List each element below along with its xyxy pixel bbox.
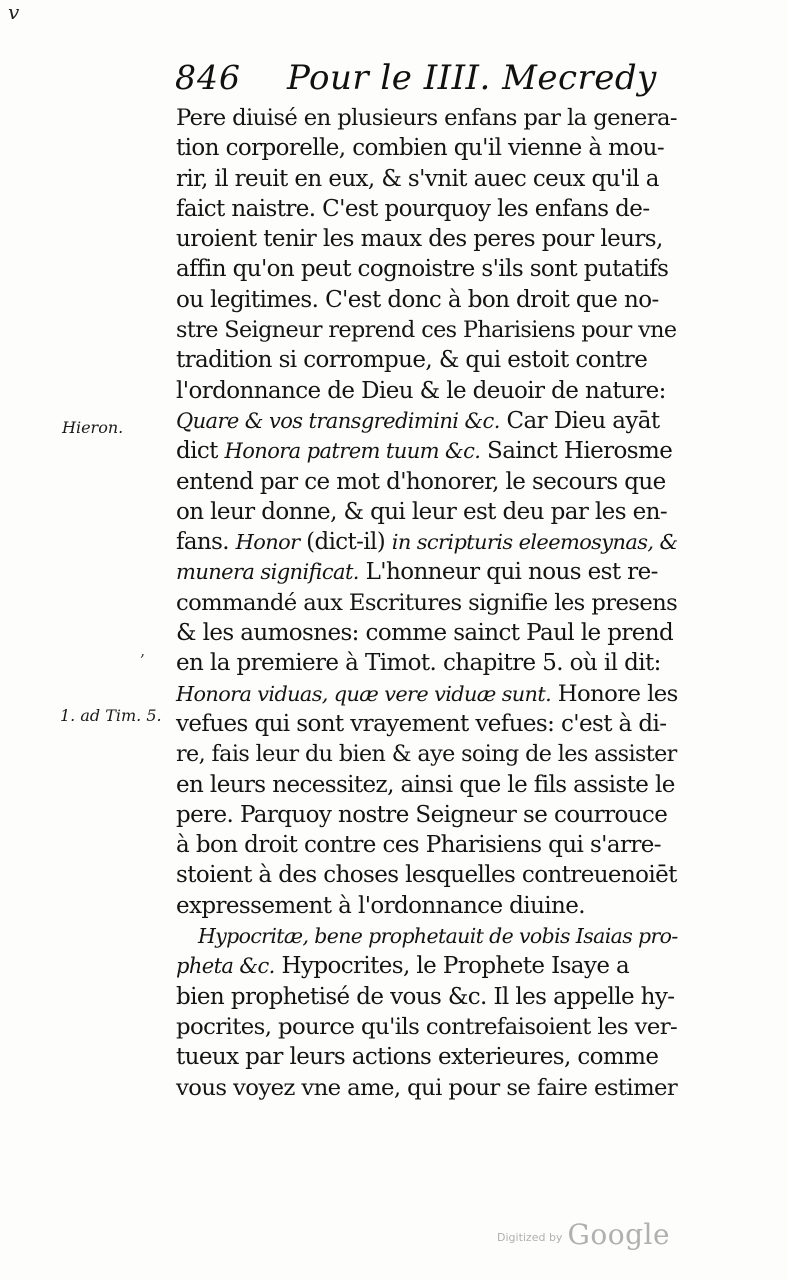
text-line	[176, 133, 678, 163]
text-line	[176, 891, 678, 921]
text-line	[176, 830, 678, 860]
french-text: L'honneur qui nous est re-	[358, 559, 658, 586]
margin-note-hieron: Hieron.	[62, 418, 124, 437]
french-text: affin qu'on peut cognoistre s'ils sont putatifs	[176, 256, 669, 283]
running-head	[175, 58, 665, 102]
text-line	[176, 679, 678, 709]
text-line	[176, 194, 678, 224]
french-text: tradition si corrompue, & qui estoit contre	[176, 347, 648, 374]
latin-quotation: in scripturis eleemosynas, &	[391, 530, 678, 555]
margin-note-tim: 1. ad Tim. 5.	[60, 706, 162, 725]
latin-quotation: Honora patrem tuum &c.	[224, 439, 481, 464]
text-line	[176, 1042, 678, 1072]
text-line	[176, 164, 678, 194]
french-text: en leurs necessitez, ainsi que le fils assiste le	[176, 771, 675, 798]
text-line	[176, 497, 678, 527]
text-line	[176, 860, 678, 890]
text-line	[176, 618, 678, 648]
french-text: on leur donne, & qui leur est deu par les en-	[176, 498, 668, 525]
text-line	[176, 224, 678, 254]
french-text: dict	[176, 438, 225, 465]
french-text: re, fais leur du bien & aye soing de les assister	[176, 741, 677, 768]
text-line	[176, 739, 678, 769]
french-text: pere. Parquoy nostre Seigneur se courrouce	[176, 801, 668, 828]
french-text: stoient à des choses lesquelles contreuenoiēt	[176, 862, 677, 889]
google-logo: Google	[567, 1218, 671, 1251]
french-text: Sainct Hierosme	[480, 438, 673, 465]
french-text: ou legitimes. C'est donc à bon droit que no-	[176, 286, 659, 313]
french-text: Hypocrites, le Prophete Isaye a	[274, 953, 630, 980]
french-text: & les aumosnes: comme sainct Paul le prend	[176, 620, 674, 647]
french-text: entend par ce mot d'honorer, le secours que	[176, 468, 666, 495]
latin-quotation: Honor	[235, 530, 300, 555]
corner-mark: v	[8, 0, 20, 24]
latin-quotation: Hypocritæ, bene prophetauit de vobis Isaias pro-	[198, 924, 678, 949]
text-line	[176, 315, 678, 345]
french-text: fans.	[176, 529, 236, 556]
french-text: stre Seigneur reprend ces Pharisiens pour vne	[176, 317, 677, 344]
latin-quotation: pheta &c.	[176, 954, 275, 979]
french-text: expressement à l'ordonnance diuine.	[176, 892, 585, 919]
latin-quotation: Honora viduas, quæ vere viduæ sunt.	[176, 681, 552, 706]
text-line	[176, 527, 678, 557]
text-line	[176, 285, 678, 315]
french-text: à bon droit contre ces Pharisiens qui s'arre-	[176, 832, 661, 859]
watermark-prefix: Digitized by	[497, 1231, 563, 1244]
french-text: l'ordonnance de Dieu & le deuoir de nature:	[176, 377, 666, 404]
text-line	[176, 921, 678, 951]
text-line	[176, 588, 678, 618]
stray-mark: ‚	[140, 641, 146, 660]
french-text: vous voyez vne ame, qui pour se faire estimer	[176, 1074, 678, 1101]
text-line	[176, 557, 678, 587]
latin-quotation: Quare & vos transgredimini &c.	[176, 408, 500, 433]
text-line	[176, 376, 678, 406]
french-text: uroient tenir les maux des peres pour leurs,	[176, 226, 663, 253]
text-line	[176, 800, 678, 830]
body-text	[176, 103, 678, 1103]
french-text: commandé aux Escritures signifie les presens	[176, 589, 678, 616]
text-line	[176, 709, 678, 739]
french-text: pocrites, pource qu'ils contrefaisoient les ver-	[176, 1013, 678, 1040]
text-line	[176, 1012, 678, 1042]
text-line	[176, 103, 678, 133]
french-text: rir, il reuit en eux, & s'vnit auec ceux qu'il a	[176, 165, 659, 192]
running-title: Pour le IIII. Mecredy	[287, 58, 657, 98]
text-line	[176, 982, 678, 1012]
french-text: (dict-il)	[299, 529, 392, 556]
french-text: en la premiere à Timot. chapitre 5. où il dit:	[176, 650, 661, 677]
digitized-watermark	[497, 1218, 670, 1251]
text-line	[176, 770, 678, 800]
french-text: faict naistre. C'est pourquoy les enfans de-	[176, 195, 650, 222]
text-line	[176, 406, 678, 436]
text-line	[176, 1073, 678, 1103]
text-line	[176, 345, 678, 375]
text-line	[176, 436, 678, 466]
french-text: Car Dieu ayāt	[499, 407, 660, 434]
french-text: tueux par leurs actions exterieures, comme	[176, 1044, 659, 1071]
latin-quotation: munera significat.	[176, 560, 359, 585]
text-line	[176, 254, 678, 284]
french-text: Pere diuisé en plusieurs enfans par la genera-	[176, 105, 677, 131]
text-line	[176, 951, 678, 981]
french-text: vefues qui sont vrayement vefues: c'est à di-	[176, 710, 667, 737]
text-line	[176, 467, 678, 497]
french-text: Honore les	[551, 680, 678, 707]
page-number: 846	[175, 58, 241, 97]
french-text: bien prophetisé de vous &c. Il les appelle hy-	[176, 983, 675, 1010]
french-text: tion corporelle, combien qu'il vienne à mou-	[176, 135, 665, 162]
text-line	[176, 648, 678, 678]
